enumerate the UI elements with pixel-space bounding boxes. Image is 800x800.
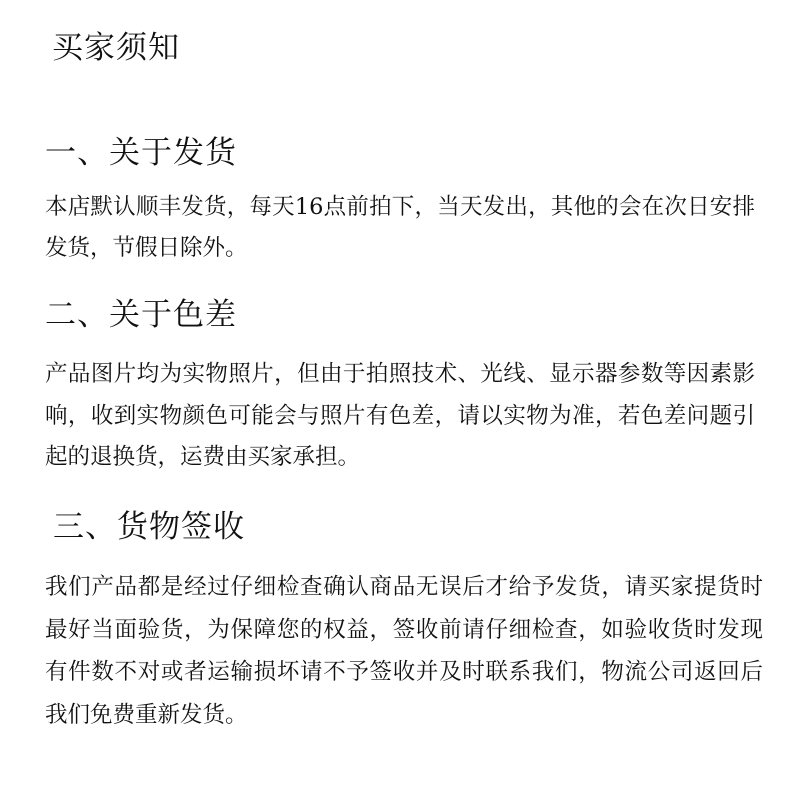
section-shipping [45, 131, 755, 269]
section-color-difference [45, 293, 755, 479]
section-heading-color-difference: 二、关于色差 [45, 297, 237, 333]
page-title: 买家须知 [52, 30, 180, 66]
section-heading-goods-receipt: 三、货物签收 [53, 509, 245, 545]
section-body-color-difference: 产品图片均为实物照片，但由于拍照技术、光线、显示器参数等因素影响，收到实物颜色可能会与照片有色差，请以实物为准，若色差问题引起的退换货，运费由买家承担。 [45, 361, 755, 470]
section-heading-shipping: 一、关于发货 [45, 135, 237, 171]
section-goods-receipt [45, 505, 763, 736]
section-body-goods-receipt: 我们产品都是经过仔细检查确认商品无误后才给予发货，请买家提货时最好当面验货，为保障您的权益，签收前请仔细检查，如验收货时发现有件数不对或者运输损坏请不予签收并及时联系我们，物流公司返回后我们免费重新发货。 [45, 574, 763, 728]
section-body-shipping: 本店默认顺丰发货，每天16点前拍下，当天发出，其他的会在次日安排发货，节假日除外。 [45, 194, 755, 261]
